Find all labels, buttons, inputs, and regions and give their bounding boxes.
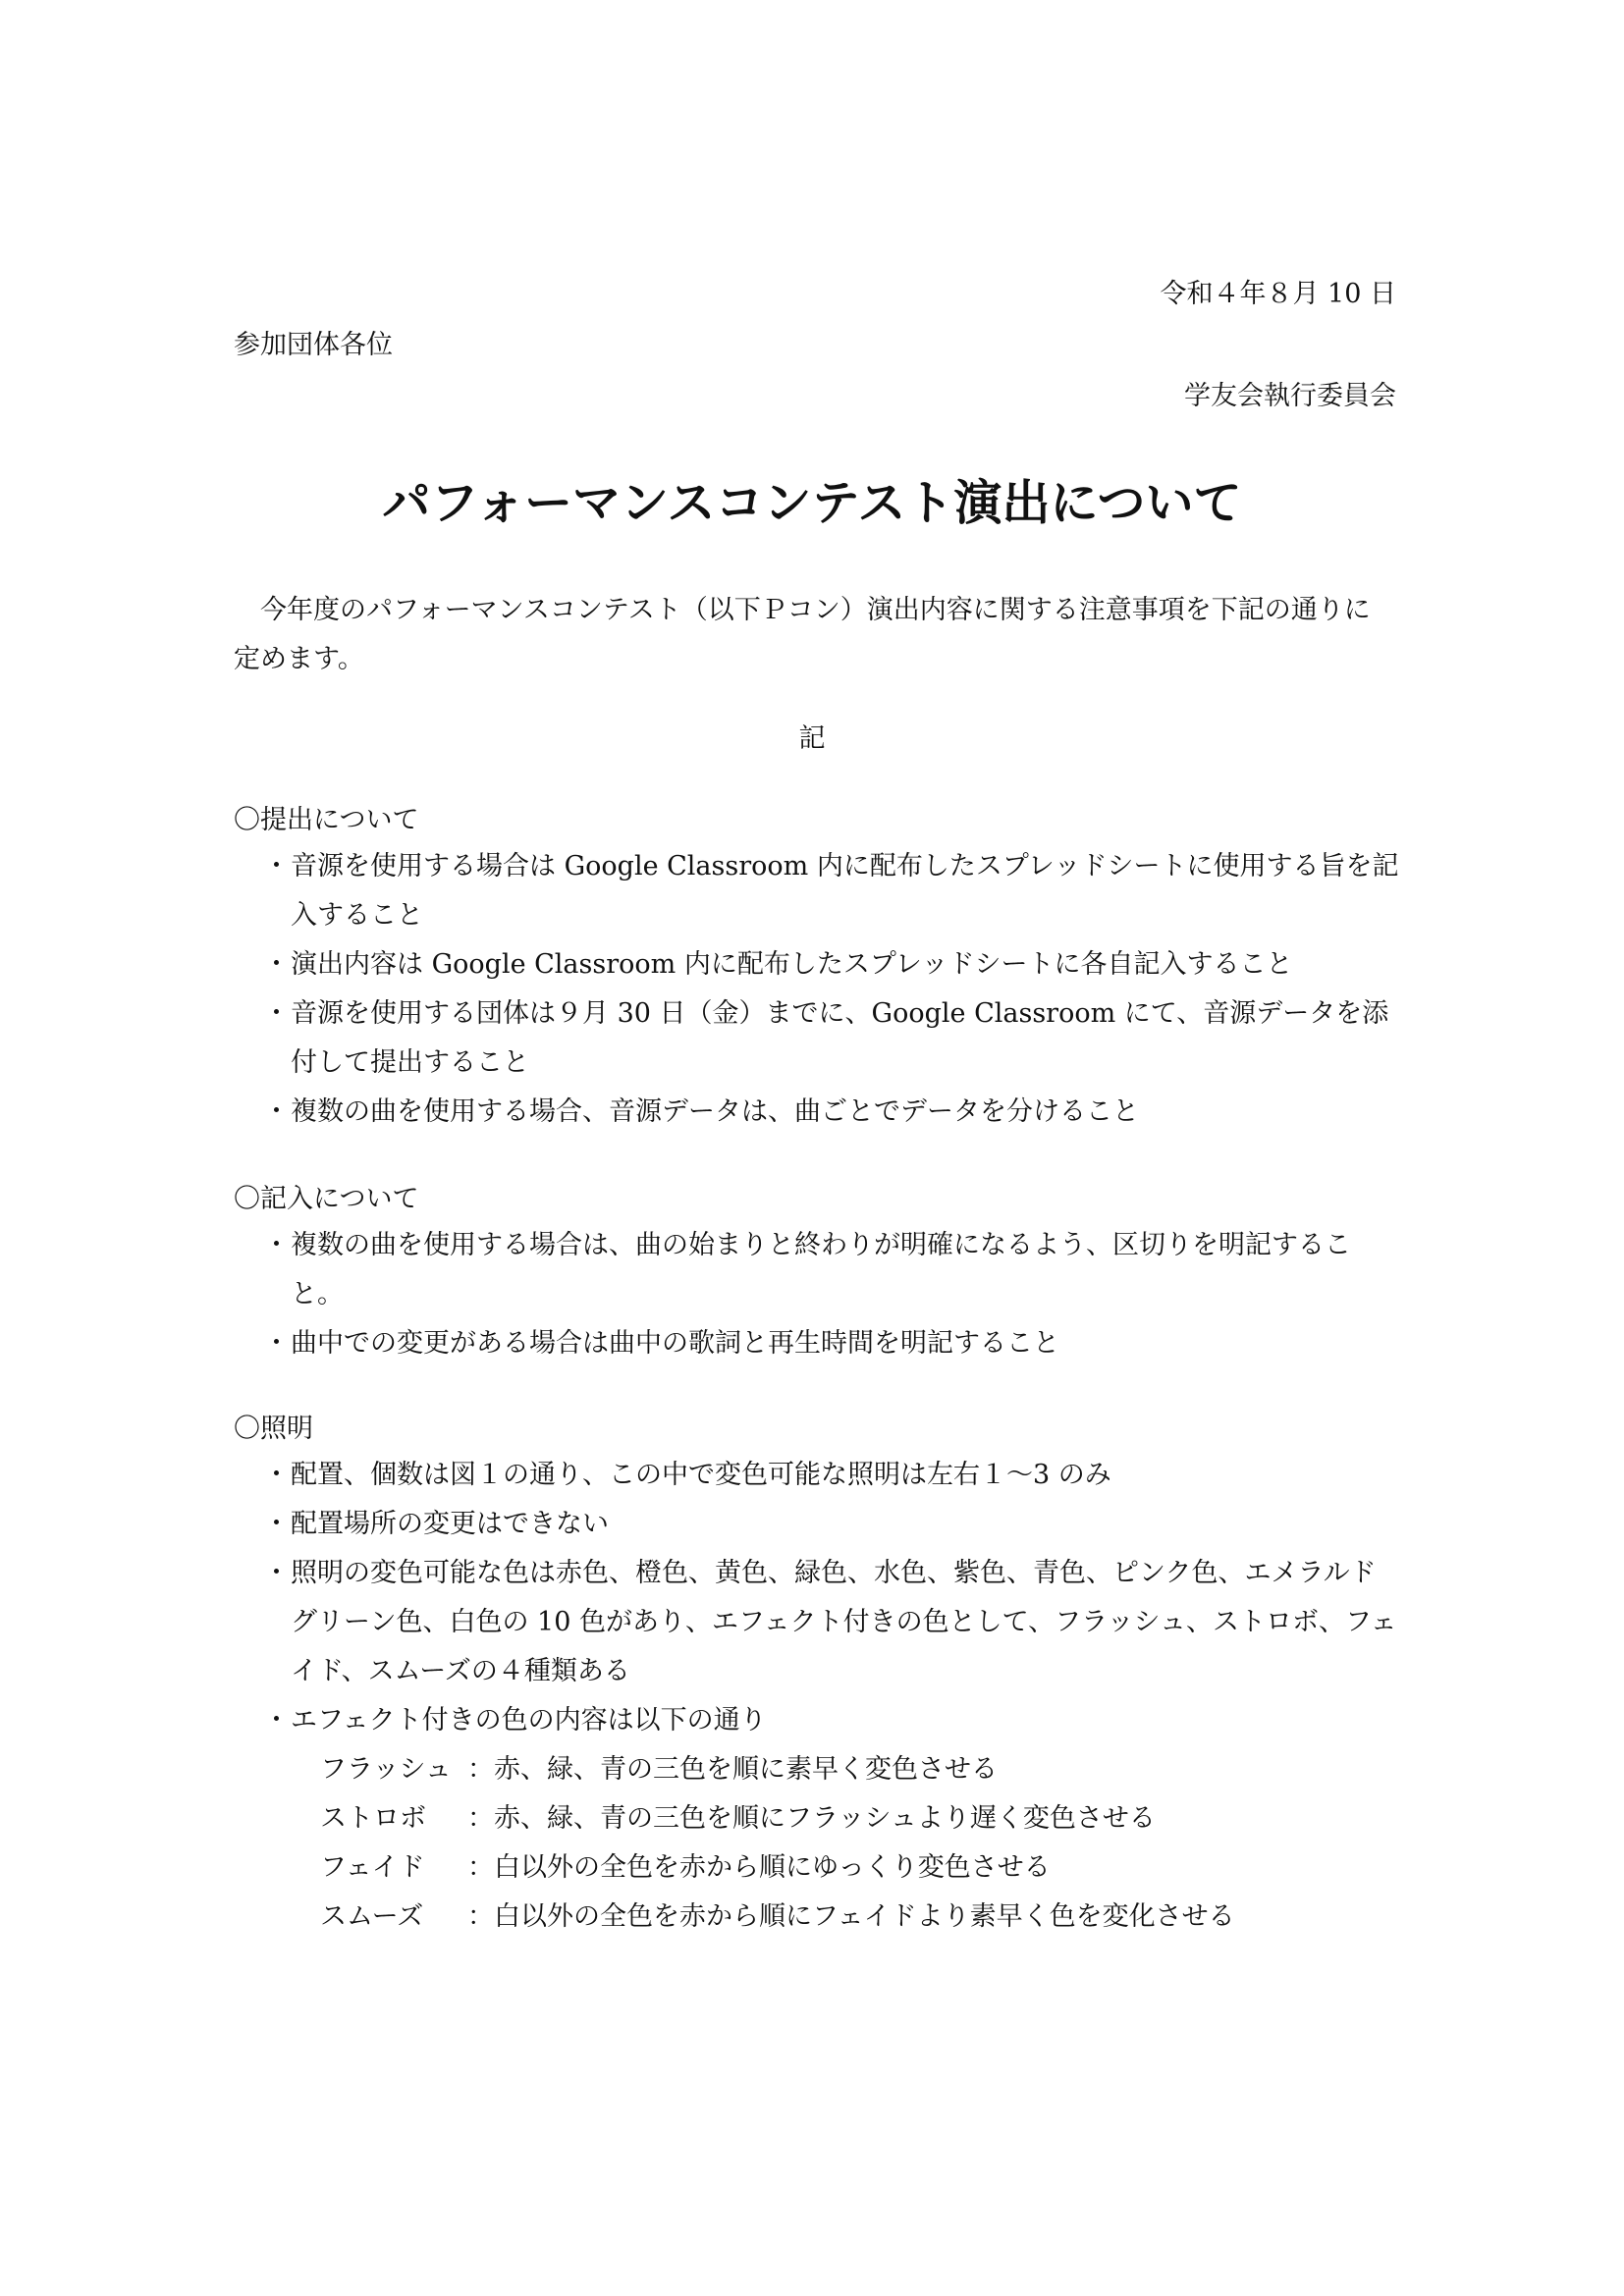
- list-item-text: 複数の曲を使用する場合は、曲の始まりと終わりが明確になるよう、区切りを明記すること。: [291, 1230, 1351, 1309]
- list-item-text: 音源を使用する団体は９月 30 日（金）までに、Google Classroom にて、音源データを添付して提出すること: [291, 998, 1389, 1078]
- bullet-list: [234, 1451, 1402, 1745]
- effect-row: [234, 1843, 1402, 1893]
- effect-row: [234, 1794, 1402, 1843]
- effect-row: [234, 1893, 1402, 1942]
- effect-colon: ：: [467, 1901, 494, 1932]
- effect-row: [234, 1745, 1402, 1794]
- bullet-mark: ・: [263, 1558, 290, 1588]
- list-item-text: 複数の曲を使用する場合、音源データは、曲ごとでデータを分けること: [291, 1096, 1139, 1127]
- section-lighting: [234, 1408, 1402, 1942]
- sender-line: 学友会執行委員会: [1184, 381, 1396, 411]
- bullet-mark: ・: [263, 1460, 290, 1490]
- list-item-text: 曲中での変更がある場合は曲中の歌詞と再生時間を明記すること: [291, 1328, 1059, 1359]
- ki-marker: 記: [798, 723, 826, 754]
- bullet-mark: ・: [263, 1230, 290, 1260]
- effect-colon: ：: [467, 1852, 494, 1883]
- section-heading: 〇提出について: [234, 805, 419, 835]
- section-heading: 〇記入について: [234, 1184, 419, 1214]
- effect-name: フェイド: [320, 1852, 425, 1883]
- list-item: [234, 1549, 1402, 1696]
- list-item: [234, 940, 1402, 989]
- section-entry: [234, 1178, 1402, 1368]
- list-item: [234, 1451, 1402, 1500]
- bullet-mark: ・: [263, 949, 290, 980]
- recipient-line: 参加団体各位: [234, 330, 393, 360]
- bullet-list: [234, 1221, 1402, 1368]
- list-item-text: 演出内容は Google Classroom 内に配布したスプレッドシートに各自記入すること: [291, 949, 1293, 980]
- list-item: [234, 1319, 1402, 1368]
- bullet-mark: ・: [263, 851, 290, 881]
- list-item: [234, 989, 1402, 1088]
- list-item-text: 音源を使用する場合は Google Classroom 内に配布したスプレッドシートに使用する旨を記入すること: [291, 851, 1399, 931]
- effect-colon: ：: [467, 1803, 494, 1834]
- bullet-list: [234, 842, 1402, 1137]
- bullet-mark: ・: [263, 1328, 290, 1359]
- list-item: [234, 842, 1402, 940]
- list-item: [234, 1500, 1402, 1549]
- list-item: [234, 1696, 1402, 1745]
- document-date: 令和４年８月 10 日: [1160, 279, 1396, 309]
- section-submission: [234, 799, 1402, 1137]
- effect-colon: ：: [467, 1754, 494, 1785]
- effect-description: 赤、緑、青の三色を順に素早く変色させる: [494, 1754, 998, 1785]
- bullet-mark: ・: [263, 1705, 290, 1735]
- list-item: [234, 1221, 1402, 1319]
- effect-description: 白以外の全色を赤から順にフェイドより素早く色を変化させる: [494, 1901, 1235, 1932]
- effect-name: スムーズ: [320, 1901, 424, 1932]
- list-item-text: 配置場所の変更はできない: [291, 1509, 609, 1539]
- effect-description: 赤、緑、青の三色を順にフラッシュより遅く変色させる: [494, 1803, 1156, 1834]
- list-item-text: 照明の変色可能な色は赤色、橙色、黄色、緑色、水色、紫色、青色、ピンク色、エメラルドグリーン色、白色の 10 色があり、エフェクト付きの色として、フラッシュ、ストロボ、フェイド、スムーズの４種類ある: [291, 1558, 1397, 1686]
- effect-name: フラッシュ: [320, 1754, 452, 1785]
- section-heading: 〇照明: [234, 1414, 313, 1444]
- list-item-text: 配置、個数は図１の通り、この中で変色可能な照明は左右１～3 のみ: [291, 1460, 1111, 1490]
- bullet-mark: ・: [263, 1096, 290, 1127]
- document-title: パフォーマンスコンテスト演出について: [382, 475, 1242, 531]
- bullet-mark: ・: [263, 1509, 290, 1539]
- effect-description: 白以外の全色を赤から順にゆっくり変色させる: [494, 1852, 1051, 1883]
- effect-list: [234, 1745, 1402, 1942]
- effect-name: ストロボ: [320, 1803, 426, 1834]
- bullet-mark: ・: [263, 998, 290, 1029]
- list-item: [234, 1088, 1402, 1137]
- list-item-text: エフェクト付きの色の内容は以下の通り: [291, 1705, 767, 1735]
- intro-paragraph: 今年度のパフォーマンスコンテスト（以下Ｐコン）演出内容に関する注意事項を下記の通りに定めます。: [234, 595, 1371, 674]
